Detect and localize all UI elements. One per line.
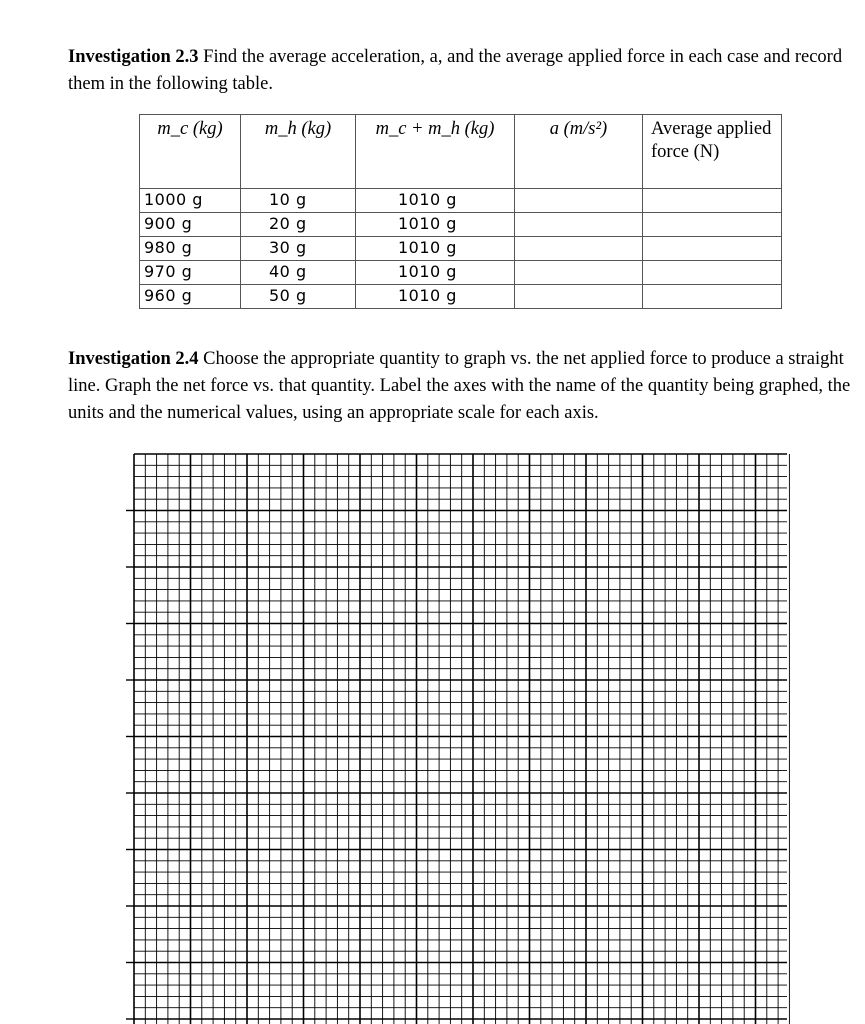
cell-mc[interactable]: 900 g <box>140 213 241 237</box>
cell-mh[interactable]: 50 g <box>241 285 356 309</box>
cell-mc[interactable]: 970 g <box>140 261 241 285</box>
header-mh: m_h (kg) <box>241 115 356 189</box>
cell-acceleration[interactable] <box>515 213 643 237</box>
cell-total-mass[interactable]: 1010 g <box>356 237 515 261</box>
investigation-2-3-heading: Investigation 2.3 <box>68 47 199 67</box>
cell-average-force[interactable] <box>643 189 782 213</box>
cell-mh[interactable]: 10 g <box>241 189 356 213</box>
header-average-force: Average applied force (N) <box>643 115 782 189</box>
cell-mc[interactable]: 960 g <box>140 285 241 309</box>
cell-acceleration[interactable] <box>515 189 643 213</box>
table-row <box>140 285 782 309</box>
graph-paper[interactable] <box>126 450 791 1024</box>
cell-mh[interactable]: 30 g <box>241 237 356 261</box>
investigation-2-4-body: Choose the appropriate quantity to graph vs. the net applied force to produce a straight line. Graph the net force vs. that quantity. Label the axes with the name of the quantity being graphed, the units and the numerical values, using an appropriate scale for each axis. <box>68 349 851 423</box>
cell-average-force[interactable] <box>643 237 782 261</box>
table-row <box>140 237 782 261</box>
cell-acceleration[interactable] <box>515 261 643 285</box>
cell-acceleration[interactable] <box>515 285 643 309</box>
cell-average-force[interactable] <box>643 285 782 309</box>
results-table-header-row <box>140 115 782 189</box>
header-total-mass: m_c + m_h (kg) <box>356 115 515 189</box>
cell-total-mass[interactable]: 1010 g <box>356 189 515 213</box>
cell-acceleration[interactable] <box>515 237 643 261</box>
table-row <box>140 213 782 237</box>
cell-total-mass[interactable]: 1010 g <box>356 285 515 309</box>
cell-mc[interactable]: 1000 g <box>140 189 241 213</box>
results-table <box>139 114 782 309</box>
cell-mh[interactable]: 20 g <box>241 213 356 237</box>
graph-grid[interactable] <box>126 450 791 1024</box>
cell-total-mass[interactable]: 1010 g <box>356 261 515 285</box>
cell-average-force[interactable] <box>643 261 782 285</box>
table-row <box>140 189 782 213</box>
table-row <box>140 261 782 285</box>
investigation-2-4-heading: Investigation 2.4 <box>68 349 199 369</box>
investigation-2-3-body: Find the average acceleration, a, and the average applied force in each case and record them in the following table. <box>68 47 843 94</box>
cell-mc[interactable]: 980 g <box>140 237 241 261</box>
header-mc: m_c (kg) <box>140 115 241 189</box>
cell-average-force[interactable] <box>643 213 782 237</box>
investigation-2-4-text <box>68 346 858 427</box>
cell-mh[interactable]: 40 g <box>241 261 356 285</box>
investigation-2-3-text <box>68 44 858 98</box>
header-acceleration: a (m/s²) <box>515 115 643 189</box>
cell-total-mass[interactable]: 1010 g <box>356 213 515 237</box>
